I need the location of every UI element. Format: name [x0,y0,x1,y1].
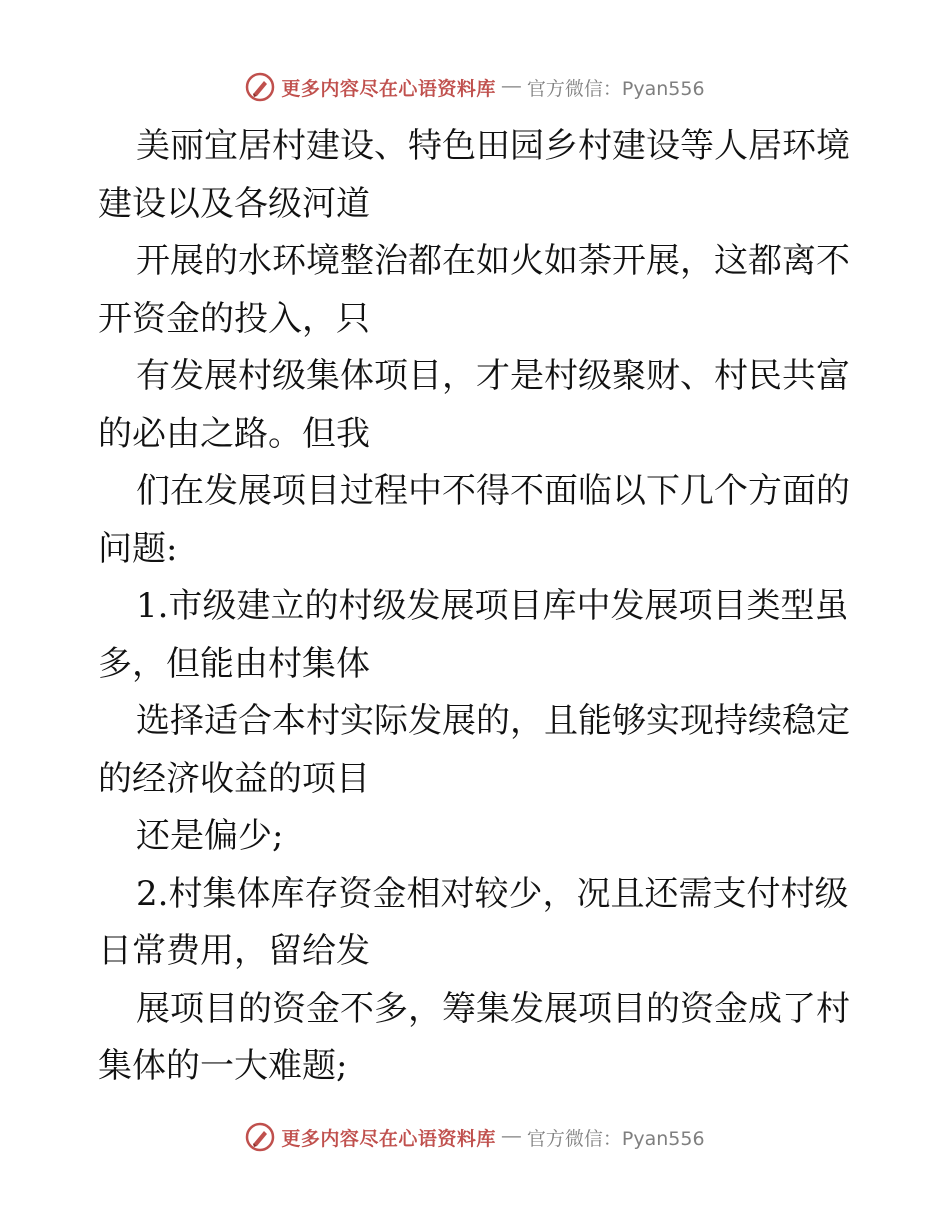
pen-logo-icon [245,1122,275,1152]
text-line: 们在发展项目过程中不得不面临以下几个方面的 [136,471,850,511]
text-line: 多，但能由村集体 [98,643,370,684]
watermark-dash: — [501,76,521,97]
watermark-main-text: 更多内容尽在心语资料库 [281,1127,496,1150]
header-watermark [0,72,950,107]
text-line: 建设以及各级河道 [98,183,370,224]
text-line: 开展的水环境整治都在如火如荼开展，这都离不 [136,241,850,281]
text-line: 的经济收益的项目 [98,758,370,799]
text-line: 集体的一大难题; [98,1046,348,1086]
text-line: 日常费用，留给发 [98,931,370,971]
text-line: 有发展村级集体项目，才是村级聚财、村民共富 [136,356,850,396]
text-line: 1.市级建立的村级发展项目库中发展项目类型虽 [136,586,849,626]
watermark-main-text: 更多内容尽在心语资料库 [281,77,496,100]
text-line: 还是偏少; [136,816,284,856]
text-line: 问题: [98,528,178,569]
text-line: 选择适合本村实际发展的，且能够实现持续稳定 [136,701,850,741]
text-line: 美丽宜居村建设、特色田园乡村建设等人居环境 [136,126,850,166]
watermark-wechat-text: 官方微信：Pyan556 [526,1127,705,1150]
text-line: 2.村集体库存资金相对较少，况且还需支付村级 [136,873,849,914]
watermark-wechat-text: 官方微信：Pyan556 [526,77,705,100]
text-line: 展项目的资金不多，筹集发展项目的资金成了村 [136,988,850,1029]
pen-logo-icon [245,72,275,102]
footer-watermark [0,1122,950,1157]
document-body [98,118,858,1096]
text-line: 开资金的投入，只 [98,298,370,339]
watermark-dash: — [501,1126,521,1147]
text-line: 的必由之路。但我 [98,413,370,454]
